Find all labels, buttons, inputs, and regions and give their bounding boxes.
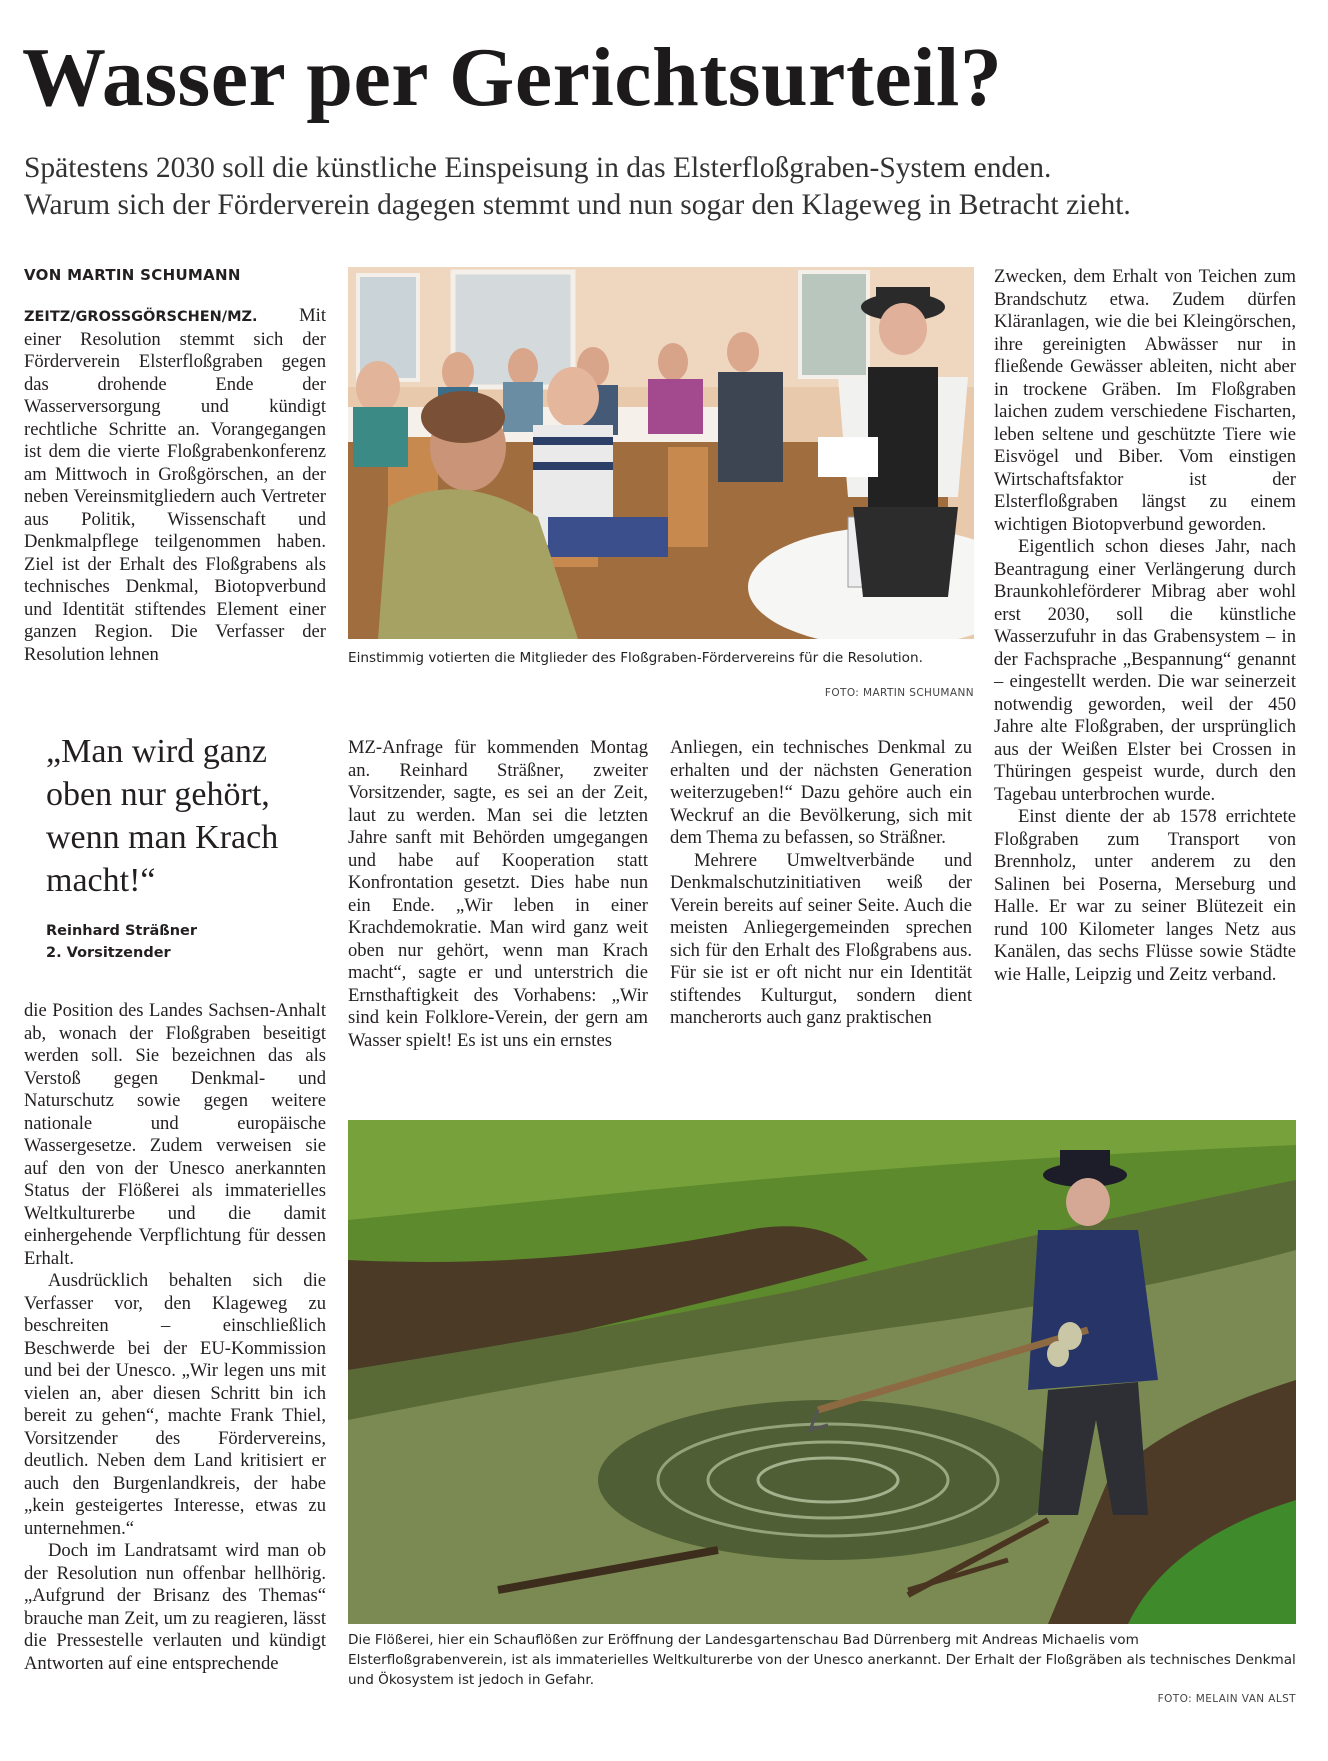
column-1-top (24, 305, 326, 666)
deck-line-1: Spätestens 2030 soll die künstliche Einspeisung in das Elsterfloßgraben-System enden. (24, 152, 1052, 184)
body-paragraph: Mehrere Umweltverbände und Denkmalschutzinitiativen weiß der Verein bereits auf seiner Seite. Auch die meisten Anliegergemeinden sprechen sich für den Erhalt des Floßgrabens aus. Für sie ist er oft nicht nur ein Identität stiftendes Kulturgut, sondern dient mancherorts auch ganz praktischen (670, 849, 972, 1028)
pull-quote (24, 730, 324, 964)
byline: VON MARTIN SCHUMANN (24, 266, 241, 284)
pull-quote-name: Reinhard Sträßner (46, 923, 198, 939)
headline: Wasser per Gerichtsurteil? (22, 31, 1003, 124)
body-paragraph: Ausdrücklich behalten sich die Verfasser vor, den Klageweg zu beschreiten – einschließlich Beschwerde bei der EU-Kommission und bei der Unesco. „Wir legen uns mit vielen an, aber diesen Schritt bin ich bereit zu gehen“, machte Frank Thiel, Vorsitzender des Fördervereins, deutlich. Neben dem Land kritisiert er auch den Burgenlandkreis, der habe „kein gesteigertes Interesse, etwas zu unternehmen.“ (24, 1270, 326, 1539)
deck (24, 150, 1314, 224)
photo-meeting-credit: FOTO: MARTIN SCHUMANN (824, 687, 974, 699)
body-paragraph: MZ-Anfrage für kommenden Montag an. Reinhard Sträßner, zweiter Vorsitzender, sagte, es sei an der Zeit, laut zu werden. Man sei die letzten Jahre sanft mit Behörden umgegangen und habe auf Kooperation statt Konfrontation gesetzt. Dies habe nun ein Ende. „Wir leben in einer Krachdemokratie. Man wird ganz weit oben nur gehört, wenn man Krach macht“, sagte er und unterstrich die Ernsthaftigkeit des Vorhabens: „Wir sind kein Folklore-Verein, der gern am Wasser spielt! Es ist uns ein ernstes (348, 737, 648, 1051)
photo-river-caption: Die Flößerei, hier ein Schauflößen zur Eröffnung der Landesgartenschau Bad Dürrenberg mit Andreas Michaelis vom Elsterfloßgrabenverein, ist als immaterielles Weltkulturerbe von der Unesco anerkannt. Der Erhalt der Floßgräben als technisches Denkmal und Ökosystem ist jedoch in Gefahr. (348, 1632, 1296, 1688)
photo-river-image (348, 1120, 1296, 1624)
pull-quote-text: „Man wird ganz oben nur gehört, wenn man Krach macht!“ (46, 733, 279, 899)
photo-meeting-image (348, 267, 974, 639)
photo-river (348, 1120, 1296, 1624)
column-1-bottom (24, 1000, 326, 1675)
pull-quote-role: 2. Vorsitzender (46, 945, 171, 961)
body-paragraph: die Position des Landes Sachsen-Anhalt ab, wonach der Floßgraben beseitigt werden soll. Sie bezeichnen das als Verstoß gegen Denkmal- und Naturschutz sowie gegen weitere nationale und europäische Wassergesetze. Zudem verweisen sie auf den von der Unesco anerkannten Status der Flößerei als immaterielles Weltkulturerbe und die damit einhergehende Verpflichtung für dessen Erhalt. (24, 1000, 326, 1269)
body-paragraph: Einst diente der ab 1578 errichtete Floßgraben zum Transport von Brennholz, unter anderem zu den Salinen bei Poserna, Merseburg und Halle. Er war zu seiner Blütezeit ein rund 100 Kilometer langes Netz aus Kanälen, das sechs Flüsse sowie Städte wie Halle, Leipzig und Zeitz verband. (994, 806, 1296, 985)
body-paragraph: Anliegen, ein technisches Denkmal zu erhalten und der nächsten Generation weiterzugeben!“ Dazu gehöre auch ein Weckruf an die Bevölkerung, sich mit dem Thema zu befassen, so Sträßner. (670, 737, 972, 848)
body-paragraph: Doch im Landratsamt wird man ob der Resolution nun offenbar hellhörig. „Aufgrund der Brisanz des Themas“ brauche man Zeit, um zu reagieren, lässt die Pressestelle verlauten und kündigt Antworten auf eine entsprechende (24, 1540, 326, 1674)
body-paragraph: Mit einer Resolution stemmt sich der Förderverein Elsterfloßgraben gegen das drohende Ende der Wasserversorgung und kündigt rechtliche Schritte an. Vorangegangen ist dem die vierte Floßgrabenkonferenz am Mittwoch in Großgörschen, an der neben Vereinsmitgliedern auch Vertreter aus Politik, Wissenschaft und Denkmalpflege teilgenommen haben. Ziel ist der Erhalt des Floßgrabens als technisches Denkmal, Biotopverbund und Identität stiftendes Element einer ganzen Region. Die Verfasser der Resolution lehnen (24, 305, 326, 665)
deck-line-2: Warum sich der Förderverein dagegen stemmt und nun sogar den Klageweg in Betracht zieht. (24, 189, 1131, 221)
dateline: ZEITZ/GROSSGÖRSCHEN/MZ. (24, 309, 258, 325)
photo-meeting (348, 267, 974, 639)
body-paragraph: Zwecken, dem Erhalt von Teichen zum Brandschutz etwa. Zudem dürfen Kläranlagen, wie die bei Kleingörschen, ihre gereinigten Abwässer nur in fließende Gewässer ableiten, nicht aber in trockene Gräben. Im Floßgraben laichen zudem verschiedene Fischarten, leben seltene und geschützte Tiere wie Eisvögel und Biber. Vom einstigen Wirtschaftsfaktor ist der Elsterfloßgraben längst zu einem wichtigen Biotopverbund geworden. (994, 266, 1296, 535)
column-3 (670, 737, 972, 1030)
body-paragraph: Eigentlich schon dieses Jahr, nach Beantragung einer Verlängerung durch Braunkohleförderer Mibrag aber wohl erst 2030, soll die künstliche Wasserzufuhr in das Grabensystem – in der Fachsprache „Bespannung“ genannt – eingestellt werden. Die war seinerzeit notwendig geworden, weil der 450 Jahre alte Floßgraben, der ursprünglich aus der Weißen Elster bei Crossen in Thüringen gespeist wurde, durch den Tagebau unterbrochen wurde. (994, 536, 1296, 805)
photo-meeting-caption: Einstimmig votierten die Mitglieder des Floßgraben-Fördervereins für die Resolution. (348, 650, 923, 666)
column-4 (994, 266, 1296, 986)
photo-river-credit: FOTO: MELAIN VAN ALST (1157, 1693, 1296, 1705)
column-2 (348, 737, 648, 1052)
